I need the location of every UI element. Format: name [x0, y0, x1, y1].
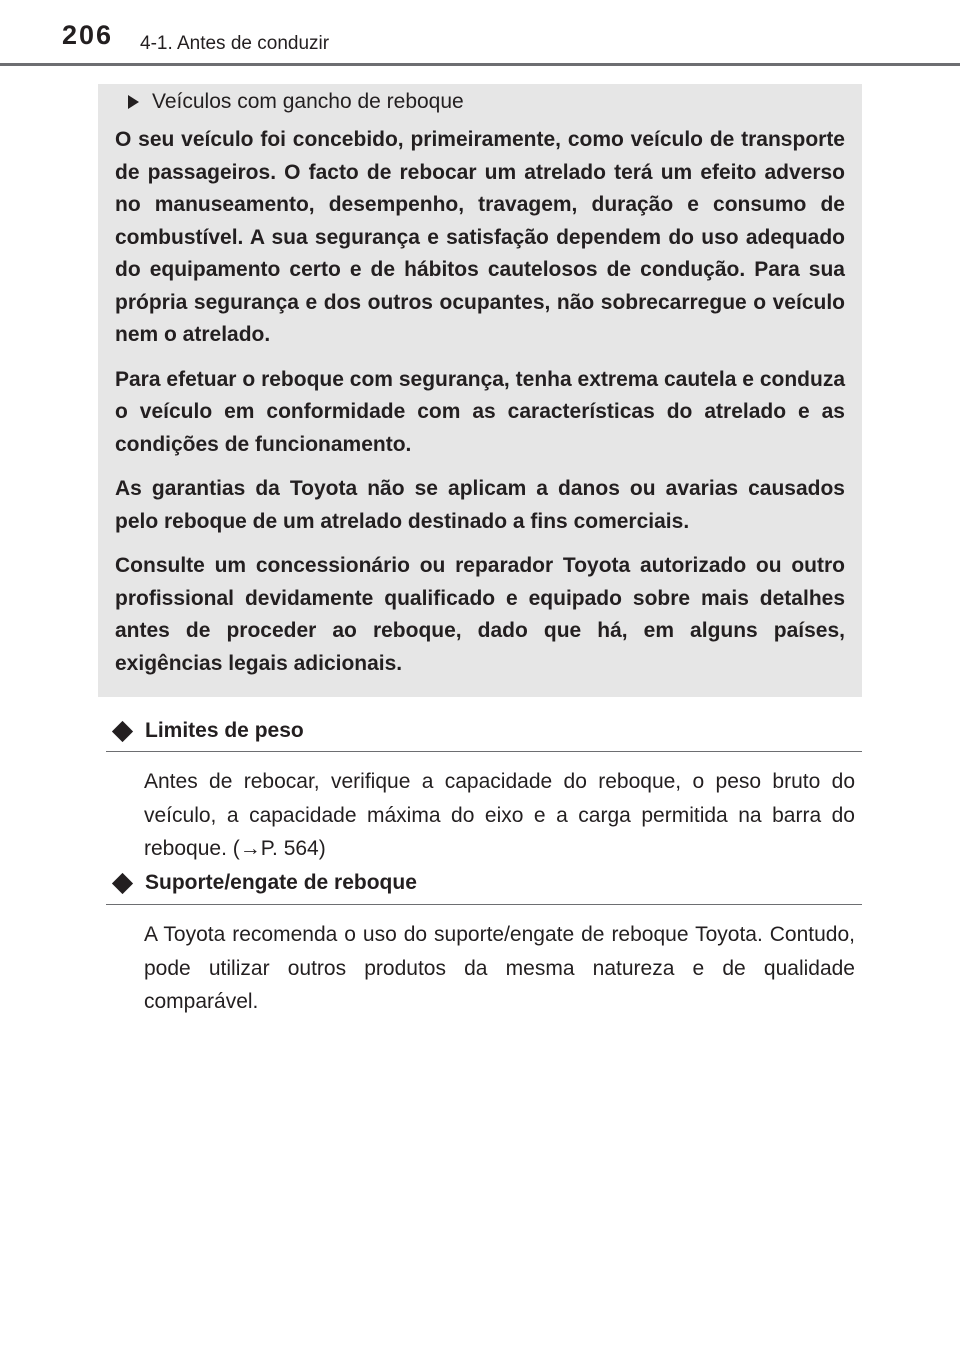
towing-paragraph-safety: Para efetuar o reboque com segurança, tenha extrema cautela e conduza o veículo em conformidade com as características do atrelado e as condições de funcionamento.: [115, 367, 845, 456]
triangle-bullet-icon: [128, 95, 139, 109]
towing-box-heading-text: Veículos com gancho de reboque: [152, 90, 464, 113]
towing-info-box: [98, 84, 862, 697]
hitch-text: A Toyota recomenda o uso do suporte/engate de reboque Toyota. Contudo, pode utilizar outros produtos da mesma natureza e de qualidade comparável.: [144, 923, 855, 1013]
towing-box-heading: [128, 90, 464, 114]
weight-limits-divider: [106, 751, 862, 752]
hitch-heading-text: Suporte/engate de reboque: [145, 871, 417, 894]
hitch-heading: [112, 871, 417, 895]
towing-paragraph-dealer: Consulte um concessionário ou reparador Toyota autorizado ou outro profissional devidamente qualificado e equipado sobre mais detalhes antes de proceder ao reboque, dado que há, em alguns países, exigências legais adicionais.: [115, 554, 845, 675]
weight-limits-heading-text: Limites de peso: [145, 719, 304, 742]
towing-paragraph-warranty: As garantias da Toyota não se aplicam a danos ou avarias causados pelo reboque de um atrelado destinado a fins comerciais.: [115, 477, 845, 533]
weight-limits-heading: [112, 719, 304, 743]
page-number: 206: [62, 20, 114, 50]
header-divider: [0, 63, 960, 66]
towing-box-paragraphs: [115, 124, 845, 692]
hitch-divider: [106, 904, 862, 905]
diamond-bullet-icon: [112, 720, 133, 741]
diamond-bullet-icon: [112, 872, 133, 893]
page-header: [0, 0, 960, 66]
weight-limits-text: Antes de rebocar, verifique a capacidade do reboque, o peso bruto do veículo, a capacidade máxima do eixo e a carga permitida na barra do reboque. (→P. 564): [144, 770, 855, 860]
towing-paragraph-vehicle-design: O seu veículo foi concebido, primeiramente, como veículo de transporte de passageiros. O facto de rebocar um atrelado terá um efeito adverso no manuseamento, desempenho, travagem, duração e consumo de combustível. A sua segurança e satisfação dependem do uso adequado do equipamento certo e de hábitos cautelosos de condução. Para sua própria segurança e dos outros ocupantes, não sobrecarregue o veículo nem o atrelado.: [115, 128, 845, 346]
section-title: 4-1. Antes de conduzir: [140, 33, 330, 54]
